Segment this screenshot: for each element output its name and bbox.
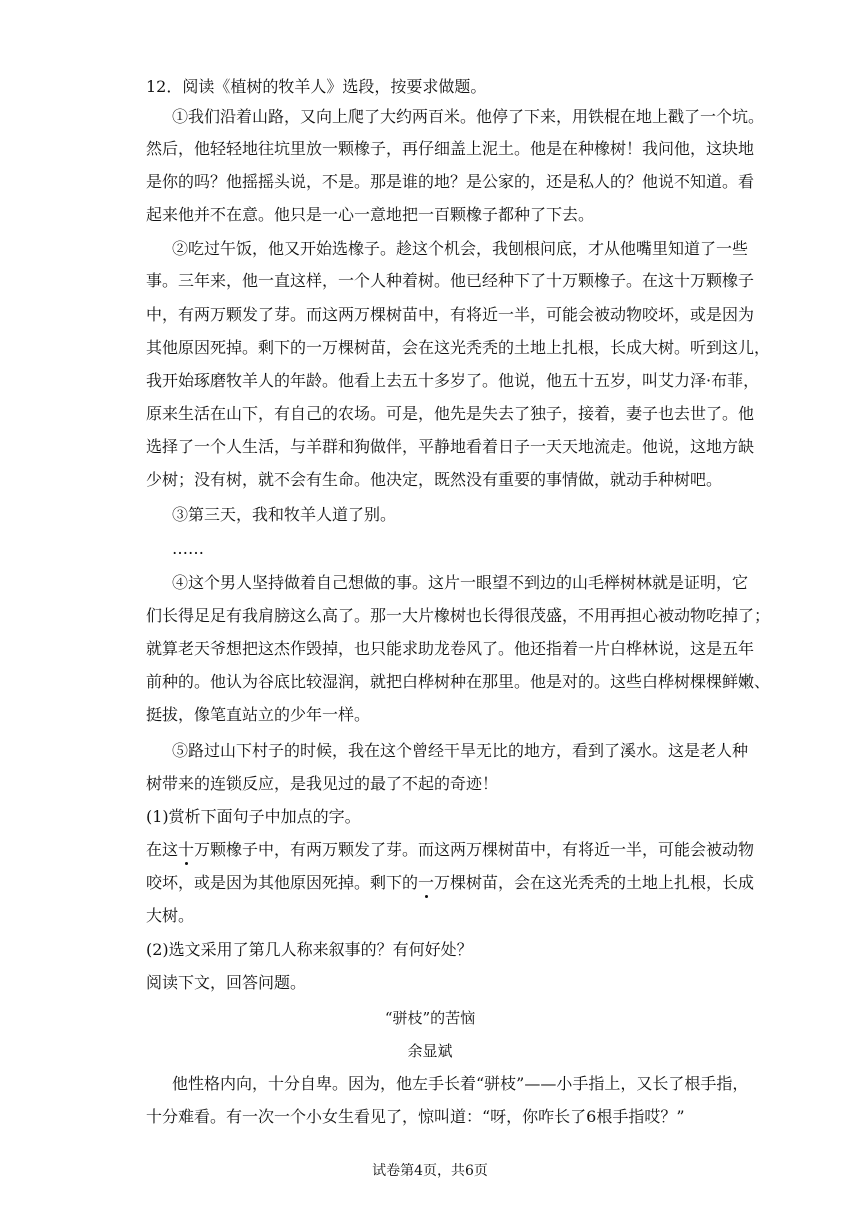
quoted-sentence-line xyxy=(146,872,755,894)
dotted-character: 一 xyxy=(418,873,435,892)
paragraph-1-line: 起来他并不在意。他只是一心一意地把一百颗橡子都种了下去。 xyxy=(146,205,595,224)
paragraph-4-line: 前种的。他认为谷底比较湿润，就把白桦树种在那里。他是对的。这些白桦树棵棵鲜嫩、 xyxy=(146,672,771,691)
article-paragraph-line: 十分难看。有一次一个小女生看见了，惊叫道：“呀，你咋长了6根手指哎？” xyxy=(146,1107,685,1126)
paragraph-1-line: ①我们沿着山路，又向上爬了大约两百米。他停了下来，用铁棍在地上戳了一个坑。 xyxy=(172,107,765,126)
sentence-text: 万棵树苗，会在这光秃秃的土地上扎根，长成 xyxy=(434,873,755,892)
paragraph-4-line: 就算老天爷想把这杰作毁掉，也只能求助龙卷风了。他还指着一片白桦林说，这是五年 xyxy=(146,639,755,658)
ellipsis: …… xyxy=(172,539,204,558)
sub-question-2: (2)选文采用了第几人称来叙事的？有何好处？ xyxy=(146,940,473,959)
article-author: 余显斌 xyxy=(407,1042,453,1060)
paragraph-5-line: 树带来的连锁反应，是我见过的最了不起的奇迹！ xyxy=(146,774,499,793)
sub-question-1: (1)赏析下面句子中加点的字。 xyxy=(146,807,361,826)
paragraph-4-line: 们长得足足有我肩膀这么高了。那一大片橡树也长得很茂盛，不用再担心被动物吃掉了； xyxy=(146,606,771,625)
paragraph-1-line: 然后，他轻轻地往坑里放一颗橡子，再仔细盖上泥土。他是在种橡树！我问他，这块地 xyxy=(146,139,755,158)
paragraph-4-line: 挺拔，像笔直站立的少年一样。 xyxy=(146,705,371,724)
paragraph-2-line: 原来生活在山下，有自己的农场。可是，他先是失去了独子，接着，妻子也去世了。他 xyxy=(146,404,755,423)
article-paragraph-line: 他性格内向，十分自卑。因为，他左手长着“骈枝”——小手指上，又长了根手指， xyxy=(172,1074,749,1093)
article-title: “骈枝”的苦恼 xyxy=(384,1009,476,1027)
paragraph-5-line: ⑤路过山下村子的时候，我在这个曾经干旱无比的地方，看到了溪水。这是老人种 xyxy=(172,741,749,760)
sentence-text: 在这 xyxy=(146,840,179,859)
paragraph-2-line: 少树；没有树，就不会有生命。他决定，既然没有重要的事情做，就动手种树吧。 xyxy=(146,470,723,489)
paragraph-1-line: 是你的吗？他摇摇头说，不是。那是谁的地？是公家的，还是私人的？他说不知道。看 xyxy=(146,172,755,191)
paragraph-2-line: 选择了一个人生活，与羊群和狗做伴，平静地看着日子一天天地流走。他说，这地方缺 xyxy=(146,437,755,456)
page-footer: 试卷第4页，共6页 xyxy=(372,1163,488,1179)
reading-intro: 阅读下文，回答问题。 xyxy=(146,973,307,992)
quoted-sentence-line xyxy=(146,839,755,861)
paragraph-2-line: 事。三年来，他一直这样，一个人种着树。他已经种下了十万颗橡子。在这十万颗橡子 xyxy=(146,271,755,290)
paragraph-2-line: 中，有两万颗发了芽。而这两万棵树苗中，有将近一半，可能会被动物咬坏，或是因为 xyxy=(146,305,755,324)
quoted-sentence-line: 大树。 xyxy=(146,906,195,925)
sentence-text: 万颗橡子中，有两万颗发了芽。而这两万棵树苗中，有将近一半，可能会被动物 xyxy=(194,840,755,859)
question-title: 12．阅读《植树的牧羊人》选段，按要求做题。 xyxy=(146,77,487,96)
sentence-text: 咬坏，或是因为其他原因死掉。剩下的 xyxy=(146,873,419,892)
paragraph-2-line: 我开始琢磨牧羊人的年龄。他看上去五十多岁了。他说，他五十五岁，叫艾力泽·布菲， xyxy=(146,371,760,390)
paragraph-2-line: ②吃过午饭，他又开始选橡子。趁这个机会，我刨根问底，才从他嘴里知道了一些 xyxy=(172,239,749,258)
paragraph-3: ③第三天，我和牧羊人道了别。 xyxy=(172,505,397,524)
paragraph-4-line: ④这个男人坚持做着自己想做的事。这片一眼望不到边的山毛榉树林就是证明，它 xyxy=(172,573,749,592)
dotted-character: 十 xyxy=(178,840,195,859)
paragraph-2-line: 其他原因死掉。剩下的一万棵树苗，会在这光秃秃的土地上扎根，长成大树。听到这儿， xyxy=(146,338,771,357)
